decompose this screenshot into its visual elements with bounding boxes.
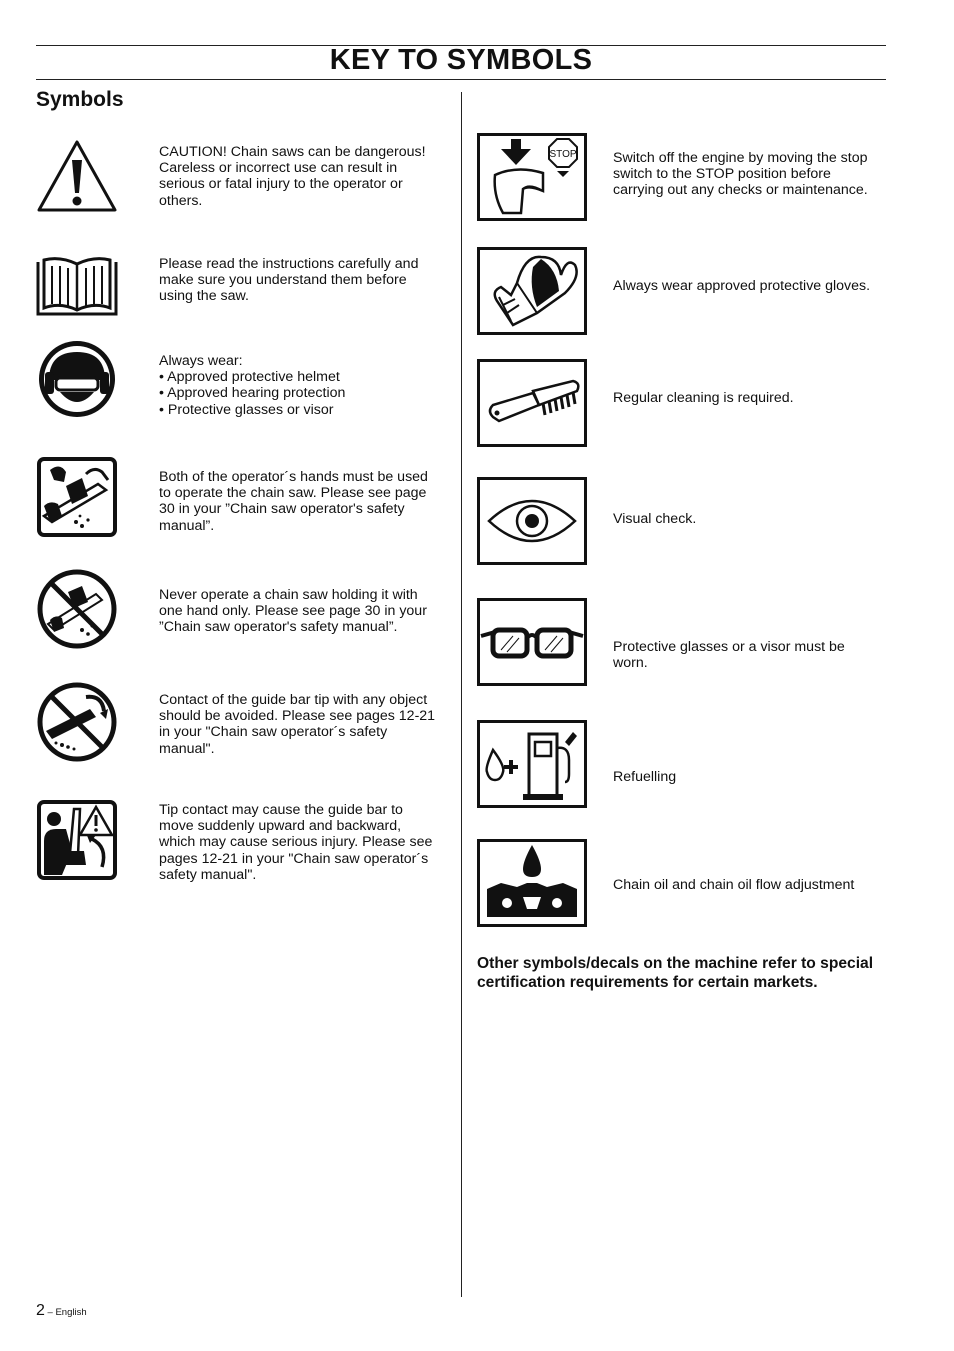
- cleaning-brush-icon: [477, 359, 587, 447]
- page-title: KEY TO SYMBOLS: [329, 44, 593, 76]
- fuel-pump-icon: [477, 720, 587, 808]
- kickback-warning-icon: [36, 799, 118, 881]
- warning-triangle-icon: [36, 138, 118, 220]
- gloves-text: Always wear approved protective gloves.: [613, 278, 871, 294]
- stop-label: STOP: [549, 149, 577, 160]
- page-footer: [36, 1302, 87, 1320]
- chain-oil-text: Chain oil and chain oil flow adjustment: [613, 877, 855, 893]
- section-title: Symbols: [36, 88, 124, 111]
- caution-text: CAUTION! Chain saws can be dangerous! Careless or incorrect use can result in serious or fatal injury to the operator or others.: [159, 144, 426, 209]
- two-hands-icon: [36, 456, 118, 538]
- manual-book-icon: [36, 246, 118, 328]
- two-hands-text: Both of the operator´s hands must be used to operate the chain saw. Please see page 30 in your ”Chain saw operator's safety manual”.: [159, 469, 428, 534]
- eye-icon: [477, 477, 587, 565]
- protective-gloves-icon: [477, 247, 587, 335]
- other-symbols-note: Other symbols/decals on the machine refer to special certification requirements for certain markets.: [477, 955, 874, 991]
- footer-language: – English: [44, 1307, 87, 1318]
- no-tip-contact-icon: [36, 681, 118, 763]
- visual-check-text: Visual check.: [613, 511, 697, 527]
- glasses-text: Protective glasses or a visor must be worn.: [613, 639, 845, 672]
- stop-switch-text: Switch off the engine by moving the stop switch to the STOP position before carrying out any checks or maintenance.: [613, 150, 868, 199]
- page-number: 2: [36, 1302, 45, 1319]
- refuelling-text: Refuelling: [613, 769, 677, 785]
- always-wear-text: Always wear: • Approved protective helmet • Approved hearing protection • Protective glasses or visor: [159, 353, 346, 418]
- title-rule: [36, 79, 886, 80]
- helmet-protection-icon: [36, 338, 118, 420]
- one-hand-text: Never operate a chain saw holding it with one hand only. Please see page 30 in your ”Chain saw operator's safety manual”.: [159, 587, 427, 636]
- kickback-text: Tip contact may cause the guide bar to move suddenly upward and backward, which may cause serious injury. Please see pages 12-21 in your "Chain saw operator´s safety manual".: [159, 802, 433, 883]
- read-instructions-text: Please read the instructions carefully and make sure you understand them before using the saw.: [159, 256, 419, 305]
- no-one-hand-icon: [36, 568, 118, 650]
- cleaning-text: Regular cleaning is required.: [613, 390, 794, 406]
- protective-glasses-icon: [477, 598, 587, 686]
- no-tip-contact-text: Contact of the guide bar tip with any object should be avoided. Please see pages 12-21 in your "Chain saw operator´s safety manual".: [159, 692, 436, 757]
- stop-switch-icon: [477, 133, 587, 221]
- chain-oil-icon: [477, 839, 587, 927]
- column-divider: [461, 92, 462, 1297]
